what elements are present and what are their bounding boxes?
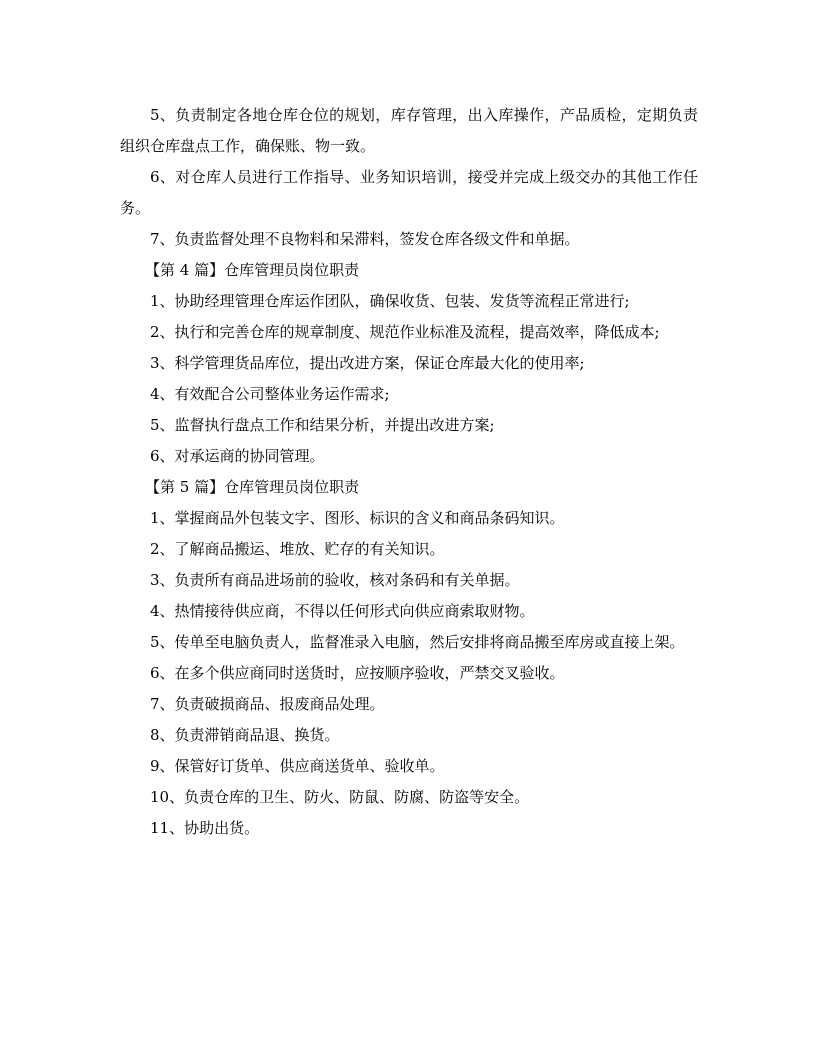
list-item: 3、科学管理货品库位，提出改进方案，保证仓库最大化的使用率;: [150, 354, 585, 372]
list-item: 3、负责所有商品进场前的验收，核对条码和有关单据。: [150, 571, 520, 589]
paragraph: 6、对仓库人员进行工作指导、业务知识培训，接受并完成上级交办的其他工作任务。: [120, 168, 698, 217]
list-item: 2、了解商品搬运、堆放、贮存的有关知识。: [150, 540, 445, 558]
paragraph: 7、负责监督处理不良物料和呆滞料，签发仓库各级文件和单据。: [150, 230, 580, 248]
list-item: 9、保管好订货单、供应商送货单、验收单。: [150, 757, 445, 775]
list-item: 1、掌握商品外包装文字、图形、标识的含义和商品条码知识。: [150, 509, 565, 527]
section-heading-5: 【第 5 篇】仓库管理员岗位职责: [145, 478, 360, 496]
list-item: 10、负责仓库的卫生、防火、防鼠、防腐、防盗等安全。: [150, 788, 530, 806]
list-item: 11、协助出货。: [150, 819, 260, 837]
section-heading-4: 【第 4 篇】仓库管理员岗位职责: [145, 261, 360, 279]
paragraph: 5、负责制定各地仓库仓位的规划，库存管理，出入库操作，产品质检，定期负责组织仓库盘点工作，确保账、物一致。: [120, 106, 698, 155]
list-item: 5、传单至电脑负责人，监督准录入电脑，然后安排将商品搬至库房或直接上架。: [150, 633, 685, 651]
list-item: 4、热情接待供应商，不得以任何形式向供应商索取财物。: [150, 602, 535, 620]
list-item: 5、监督执行盘点工作和结果分析，并提出改进方案;: [150, 416, 495, 434]
list-item: 2、执行和完善仓库的规章制度、规范作业标准及流程，提高效率，降低成本;: [150, 323, 660, 341]
document-body: [120, 100, 698, 844]
list-item: 6、对承运商的协同管理。: [150, 447, 325, 465]
list-item: 4、有效配合公司整体业务运作需求;: [150, 385, 390, 403]
list-item: 6、在多个供应商同时送货时，应按顺序验收，严禁交叉验收。: [150, 664, 565, 682]
list-item: 1、协助经理管理仓库运作团队，确保收货、包装、发货等流程正常进行;: [150, 292, 630, 310]
list-item: 8、负责滞销商品退、换货。: [150, 726, 340, 744]
list-item: 7、负责破损商品、报废商品处理。: [150, 695, 385, 713]
